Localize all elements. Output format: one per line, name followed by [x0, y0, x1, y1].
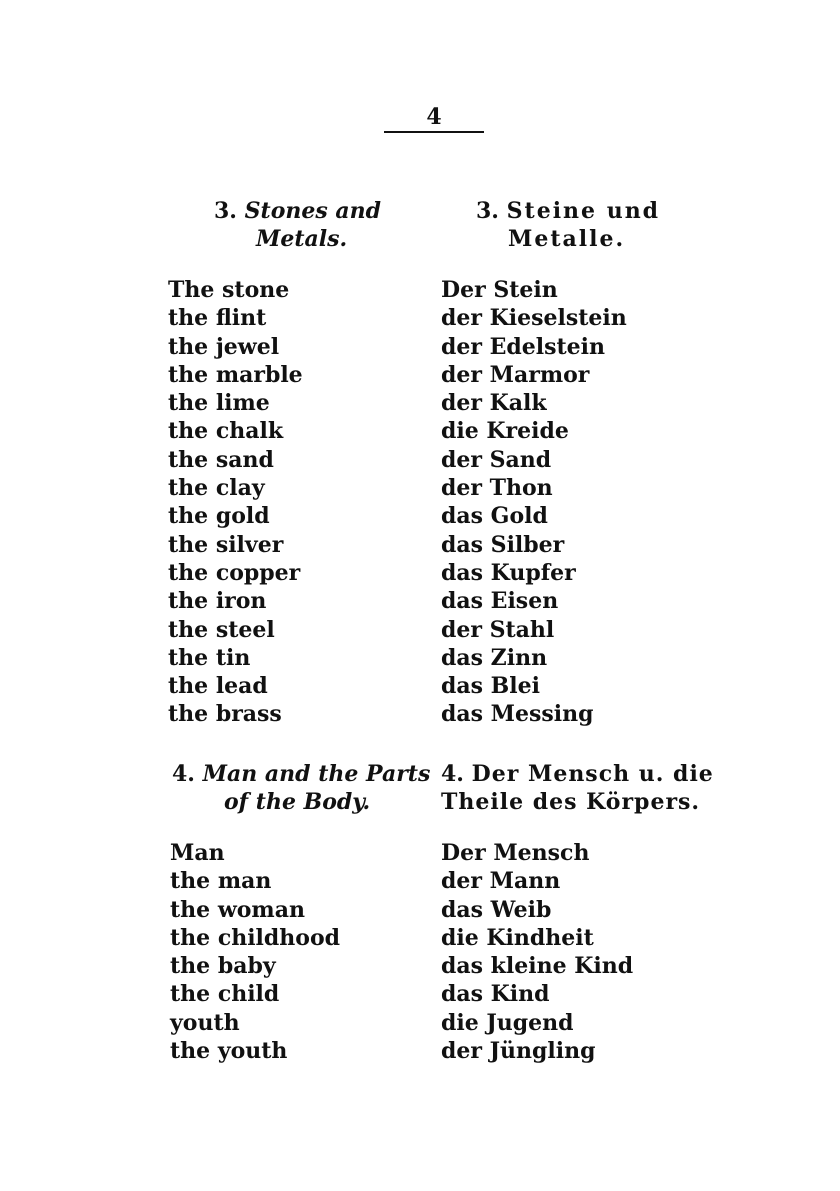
section-title-line: Steine und: [506, 198, 661, 224]
german-word: der Jüngling: [441, 1038, 596, 1065]
english-word: the woman: [170, 896, 305, 923]
section-heading-en: [172, 760, 430, 816]
german-word: das Kupfer: [441, 559, 576, 586]
german-word: der Stahl: [441, 616, 555, 643]
german-word-list: [441, 276, 627, 729]
english-word: the copper: [168, 559, 301, 586]
english-word: the sand: [168, 446, 274, 473]
german-word: der Mann: [441, 868, 561, 895]
german-word: das Gold: [441, 503, 548, 530]
german-word: die Kindheit: [441, 924, 594, 951]
section-title-line: Metalle.: [508, 226, 626, 252]
german-word: das Weib: [441, 896, 552, 923]
section-number: 3.: [214, 198, 237, 224]
german-word: das kleine Kind: [441, 953, 634, 980]
section-title-line: Der Mensch u. die: [471, 761, 714, 787]
english-word: The stone: [168, 277, 290, 303]
section-title-line: Man and the Parts: [202, 761, 431, 787]
german-word: das Blei: [441, 673, 540, 700]
english-word: the iron: [168, 588, 267, 615]
german-word: das Zinn: [441, 644, 548, 671]
section-heading-de: [476, 197, 660, 253]
german-word: die Jugend: [441, 1009, 574, 1036]
section-heading-de: [441, 760, 714, 816]
section-number: 4.: [441, 761, 464, 787]
english-word: the childhood: [170, 924, 341, 951]
english-word-list: [170, 839, 340, 1065]
english-word: the baby: [170, 953, 276, 980]
english-word: the clay: [168, 475, 265, 502]
english-word: the brass: [168, 701, 282, 728]
section-title-line: of the Body.: [224, 789, 371, 815]
german-word: der Sand: [441, 446, 552, 473]
german-word: der Edelstein: [441, 333, 606, 360]
english-word: the child: [170, 981, 280, 1008]
german-word: der Marmor: [441, 361, 590, 388]
german-word: Der Stein: [441, 277, 558, 303]
english-word: the lime: [168, 390, 270, 417]
section-number: 4.: [172, 761, 195, 787]
english-word: Man: [170, 840, 225, 866]
english-word: the lead: [168, 673, 268, 700]
german-word: der Thon: [441, 475, 553, 502]
german-word: das Kind: [441, 981, 550, 1008]
german-word: der Kalk: [441, 390, 547, 417]
german-word: das Eisen: [441, 588, 559, 615]
page-number-rule: [384, 131, 484, 133]
english-word: the flint: [168, 305, 267, 332]
section-title-line: Theile des Körpers.: [441, 789, 701, 815]
english-word: the gold: [168, 503, 270, 530]
english-word: the man: [170, 868, 272, 895]
german-word: das Messing: [441, 701, 594, 728]
german-word: die Kreide: [441, 418, 569, 445]
english-word-list: [168, 276, 303, 729]
german-word-list: [441, 839, 633, 1065]
english-word: youth: [170, 1009, 240, 1036]
german-word: Der Mensch: [441, 840, 590, 866]
german-word: der Kieselstein: [441, 305, 627, 332]
english-word: the steel: [168, 616, 275, 643]
section-title-line: Metals.: [256, 226, 348, 252]
english-word: the silver: [168, 531, 284, 558]
page-number: 4: [426, 104, 442, 130]
english-word: the tin: [168, 644, 251, 671]
german-word: das Silber: [441, 531, 565, 558]
section-number: 3.: [476, 198, 499, 224]
section-title-line: Stones and: [244, 198, 382, 224]
english-word: the youth: [170, 1038, 288, 1065]
english-word: the chalk: [168, 418, 284, 445]
english-word: the jewel: [168, 333, 280, 360]
english-word: the marble: [168, 361, 303, 388]
section-heading-en: [214, 197, 381, 253]
